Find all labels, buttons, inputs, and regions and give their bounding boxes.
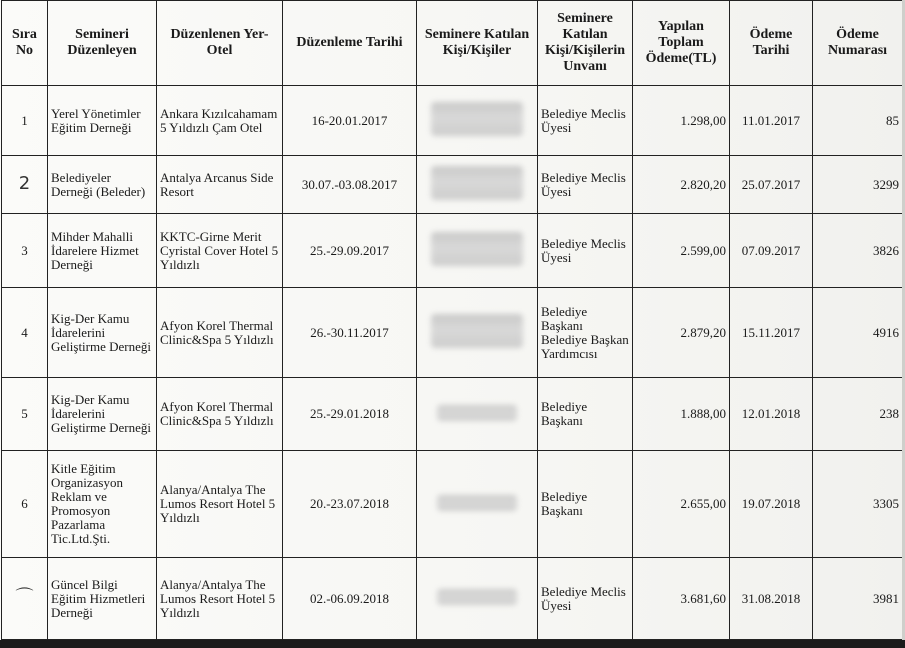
row-venue: Afyon Korel Thermal Clinic&Spa 5 Yıldızlı [157,288,283,378]
row-date: 25.-29.01.2018 [283,378,417,451]
row-pay-date: 12.01.2018 [730,378,813,451]
row-amount: 2.820,20 [633,156,730,214]
row-date: 20.-23.07.2018 [283,451,417,558]
table-row [2,156,903,214]
row-amount: 1.298,00 [633,86,730,156]
row-title: Belediye Meclis Üyesi [538,156,633,214]
row-pay-no: 85 [813,86,903,156]
row-date: 25.-29.09.2017 [283,214,417,288]
row-organizer: Yerel Yönetimler Eğitim Derneği [48,86,157,156]
redacted-participant [417,156,538,214]
row-organizer: Kig-Der Kamu İdarelerini Geliştirme Derneği [48,288,157,378]
row-organizer: Güncel Bilgi Eğitim Hizmetleri Derneği [48,558,157,640]
row-pay-no: 238 [813,378,903,451]
row-venue: KKTC-Girne Merit Cyristal Cover Hotel 5 Yıldızlı [157,214,283,288]
row-venue: Antalya Arcanus Side Resort [157,156,283,214]
row-organizer: Kig-Der Kamu İdarelerini Geliştirme Derneği [48,378,157,451]
header-pay-date: Ödeme Tarihi [730,1,813,86]
redacted-participant [417,378,538,451]
row-pay-no: 3305 [813,451,903,558]
row-date: 26.-30.11.2017 [283,288,417,378]
redaction-blur [431,314,523,348]
row-no [2,156,48,214]
row-pay-date: 15.11.2017 [730,288,813,378]
row-pay-no: 3299 [813,156,903,214]
redaction-blur [437,589,517,605]
table-row [2,451,903,558]
row-title: Belediye Meclis Üyesi [538,558,633,640]
table-row [2,378,903,451]
row-title: Belediye Meclis Üyesi [538,214,633,288]
header-venue: Düzenlenen Yer-Otel [157,1,283,86]
row-amount: 2.879,20 [633,288,730,378]
redacted-participant [417,214,538,288]
row-pay-date: 07.09.2017 [730,214,813,288]
redaction-blur [431,166,523,200]
row-pay-date: 19.07.2018 [730,451,813,558]
row-pay-date: 25.07.2017 [730,156,813,214]
row-venue: Ankara Kızılcahamam 5 Yıldızlı Çam Otel [157,86,283,156]
row-title: Belediye Başkanı [538,451,633,558]
redacted-participant [417,558,538,640]
header-date: Düzenleme Tarihi [283,1,417,86]
redaction-blur [431,232,523,266]
redacted-participant [417,86,538,156]
row-venue: Alanya/Antalya The Lumos Resort Hotel 5 Yıldızlı [157,558,283,640]
row-no: 6 [2,451,48,558]
row-amount: 2.599,00 [633,214,730,288]
row-venue: Alanya/Antalya The Lumos Resort Hotel 5 Yıldızlı [157,451,283,558]
redaction-blur [437,495,517,511]
row-organizer: Mihder Mahalli İdarelere Hizmet Derneği [48,214,157,288]
redacted-participant [417,451,538,558]
row-title: Belediye Başkanı [538,378,633,451]
table-row [2,288,903,378]
table-row [2,86,903,156]
row-date: 16-20.01.2017 [283,86,417,156]
row-date: 02.-06.09.2018 [283,558,417,640]
row-amount: 2.655,00 [633,451,730,558]
row-pay-no: 3826 [813,214,903,288]
row-pay-no: 4916 [813,288,903,378]
row-title: Belediye Başkanı Belediye Başkan Yardımcısı [538,288,633,378]
row-no: 4 [2,288,48,378]
header-pay-no: Ödeme Numarası [813,1,903,86]
header-participants: Seminere Katılan Kişi/Kişiler [417,1,538,86]
row-organizer: Kitle Eğitim Organizasyon Reklam ve Promosyon Pazarlama Tic.Ltd.Şti. [48,451,157,558]
row-no: 5 [2,378,48,451]
row-no [2,558,48,640]
row-title: Belediye Meclis Üyesi [538,86,633,156]
redaction-blur [437,405,517,421]
header-amount: Yapılan Toplam Ödeme(TL) [633,1,730,86]
table-row [2,214,903,288]
row-date: 30.07.-03.08.2017 [283,156,417,214]
row-pay-no: 3981 [813,558,903,640]
handwritten-mark: ⌒ [15,587,34,608]
row-pay-date: 31.08.2018 [730,558,813,640]
row-pay-date: 11.01.2017 [730,86,813,156]
row-no: 3 [2,214,48,288]
row-organizer: Belediyeler Derneği (Beleder) [48,156,157,214]
table-row [2,558,903,640]
header-no: Sıra No [2,1,48,86]
row-amount: 1.888,00 [633,378,730,451]
scan-bottom-edge [0,640,905,648]
row-amount: 3.681,60 [633,558,730,640]
header-row [2,1,903,86]
handwritten-mark: 2 [18,173,31,194]
seminar-payments-table [1,0,903,640]
redaction-blur [431,102,523,136]
row-no: 1 [2,86,48,156]
header-organizer: Semineri Düzenleyen [48,1,157,86]
header-title: Seminere Katılan Kişi/Kişilerin Unvanı [538,1,633,86]
redacted-participant [417,288,538,378]
row-venue: Afyon Korel Thermal Clinic&Spa 5 Yıldızlı [157,378,283,451]
